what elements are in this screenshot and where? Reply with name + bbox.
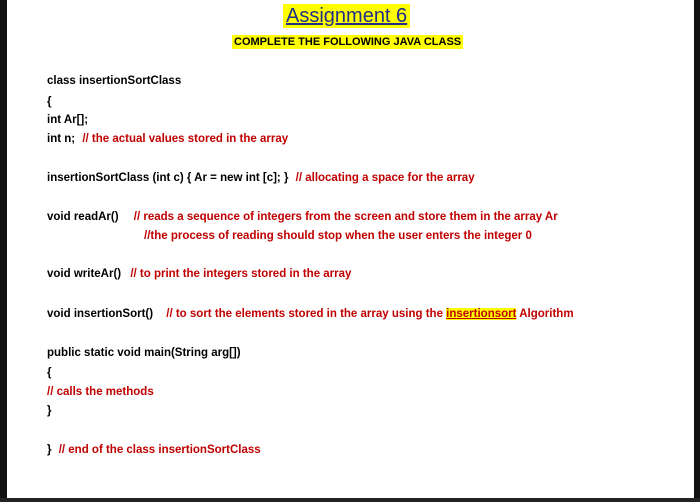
read-method-comment-2-text: //the process of reading should stop when the user enters the integer 0: [144, 230, 532, 242]
class-declaration: [47, 74, 181, 88]
write-method-comment: // to print the integers stored in the array: [130, 268, 352, 280]
bottom-frame-edge: [0, 498, 700, 502]
main-declaration: [47, 346, 241, 360]
n-field-code: int n;: [47, 133, 76, 145]
main-open-brace-code: {: [47, 367, 52, 379]
main-comment: // calls the methods: [47, 386, 154, 398]
read-method-comment-2: [144, 229, 532, 243]
sort-method-comment: [166, 308, 573, 320]
constructor-comment: // allocating a space for the array: [295, 172, 475, 184]
sort-method: [47, 307, 574, 321]
sort-comment-suffix: Algorithm: [519, 308, 574, 320]
main-close-brace-code: }: [47, 405, 52, 417]
class-end: [47, 443, 261, 457]
main-declaration-code: public static void main(String arg[]): [47, 347, 241, 359]
class-end-comment: // end of the class insertionSortClass: [58, 444, 261, 456]
class-open-brace: [47, 95, 51, 109]
insertionsort-highlight: insertionsort: [446, 308, 517, 320]
constructor: [47, 171, 475, 185]
array-field: [47, 113, 88, 127]
class-open-brace-code: {: [47, 96, 52, 108]
read-method-code: void readAr(): [47, 211, 119, 223]
sort-comment-prefix: // to sort the elements stored in the array using the: [166, 308, 443, 320]
constructor-code: insertionSortClass (int c) { Ar = new int [c]; }: [47, 172, 289, 184]
page-subtitle: COMPLETE THE FOLLOWING JAVA CLASS: [234, 36, 462, 48]
main-comment-line: [47, 385, 154, 399]
sort-method-code: void insertionSort(): [47, 308, 154, 320]
page-title: Assignment 6: [283, 4, 410, 28]
main-open-brace: [47, 366, 51, 380]
read-method: [47, 210, 558, 224]
array-field-code: int Ar[];: [47, 114, 89, 126]
n-field: [47, 132, 288, 146]
read-method-comment: // reads a sequence of integers from the screen and store them in the array Ar: [133, 211, 558, 223]
right-frame-edge: [694, 0, 700, 502]
write-method-code: void writeAr(): [47, 268, 122, 280]
class-end-brace: }: [47, 444, 52, 456]
n-field-comment: // the actual values stored in the array: [82, 133, 289, 145]
left-frame-edge: [0, 0, 7, 502]
write-method: [47, 267, 351, 281]
main-close-brace: [47, 404, 51, 418]
class-declaration-code: class insertionSortClass: [47, 75, 182, 87]
